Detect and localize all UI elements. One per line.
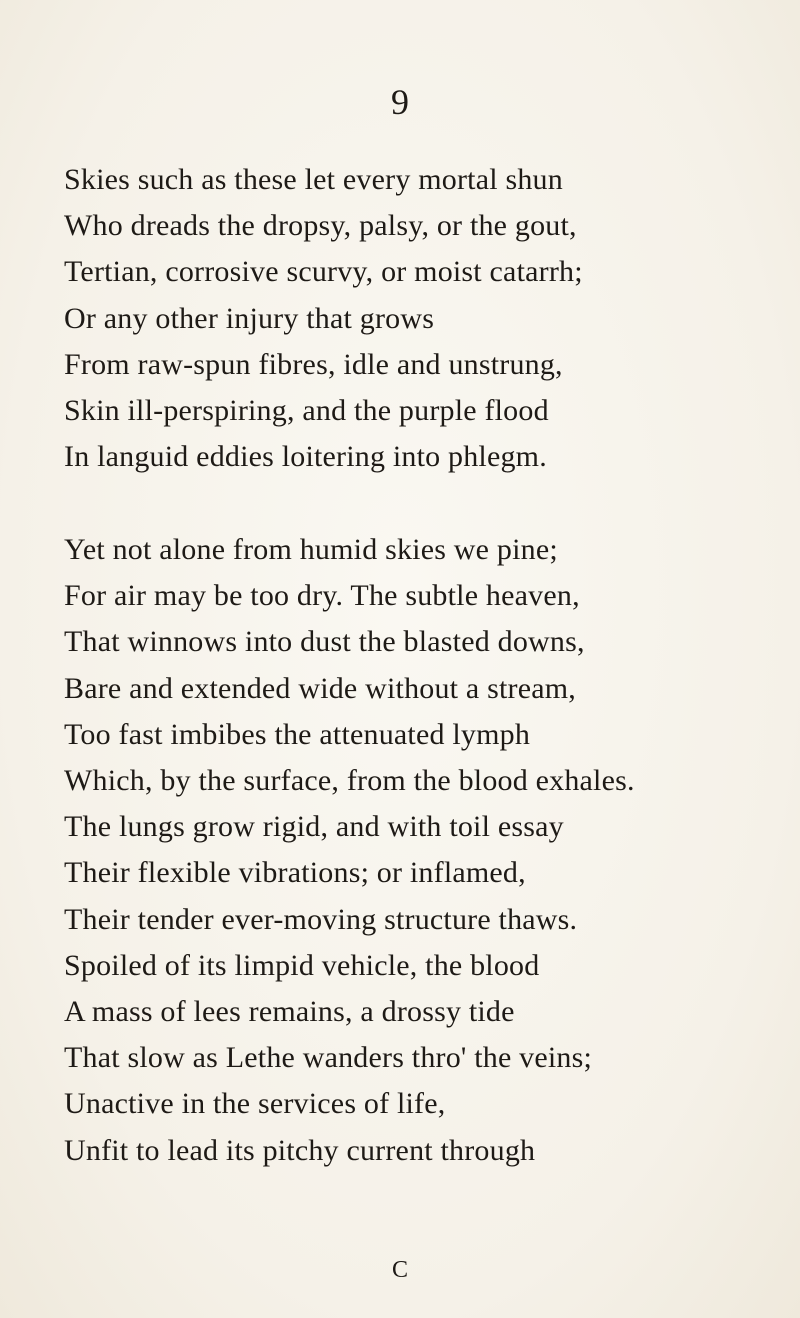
verse-line: Too fast imbibes the attenuated lymph [64,717,531,751]
verse-line: Bare and extended wide without a stream, [64,671,576,705]
verse-line: That winnows into dust the blasted downs, [64,625,585,659]
verse-line: Which, by the surface, from the blood exhales. [64,764,635,798]
stanza-2 [64,527,635,1174]
verse-line: Or any other injury that grows [64,301,435,335]
verse-line: For air may be too dry. The subtle heaven, [64,579,580,613]
verse-line: From raw-spun fibres, idle and unstrung, [64,347,563,381]
verse-line: That slow as Lethe wanders thro' the veins; [64,1041,593,1075]
verse-line: Spoiled of its limpid vehicle, the blood [64,948,540,982]
verse-line: A mass of lees remains, a drossy tide [64,995,515,1029]
verse-line: Tertian, corrosive scurvy, or moist catarrh; [64,255,583,289]
verse-line: In languid eddies loitering into phlegm. [64,440,547,474]
verse-line: Yet not alone from humid skies we pine; [64,533,558,566]
verse-line: Unactive in the services of life, [64,1087,446,1121]
verse-line: The lungs grow rigid, and with toil essay [64,810,564,844]
verse-line: Unfit to lead its pitchy current through [64,1133,536,1167]
verse-line: Skin ill-perspiring, and the purple flood [64,394,549,428]
stanza-1 [64,157,583,480]
verse-line: Their tender ever-moving structure thaws. [64,902,578,936]
verse-line: Their flexible vibrations; or inflamed, [64,856,526,890]
signature-mark: C [391,1257,408,1283]
page-number: 9 [391,82,409,122]
verse-line: Who dreads the dropsy, palsy, or the gout, [64,209,577,243]
verse-line: Skies such as these let every mortal shun [64,163,563,196]
